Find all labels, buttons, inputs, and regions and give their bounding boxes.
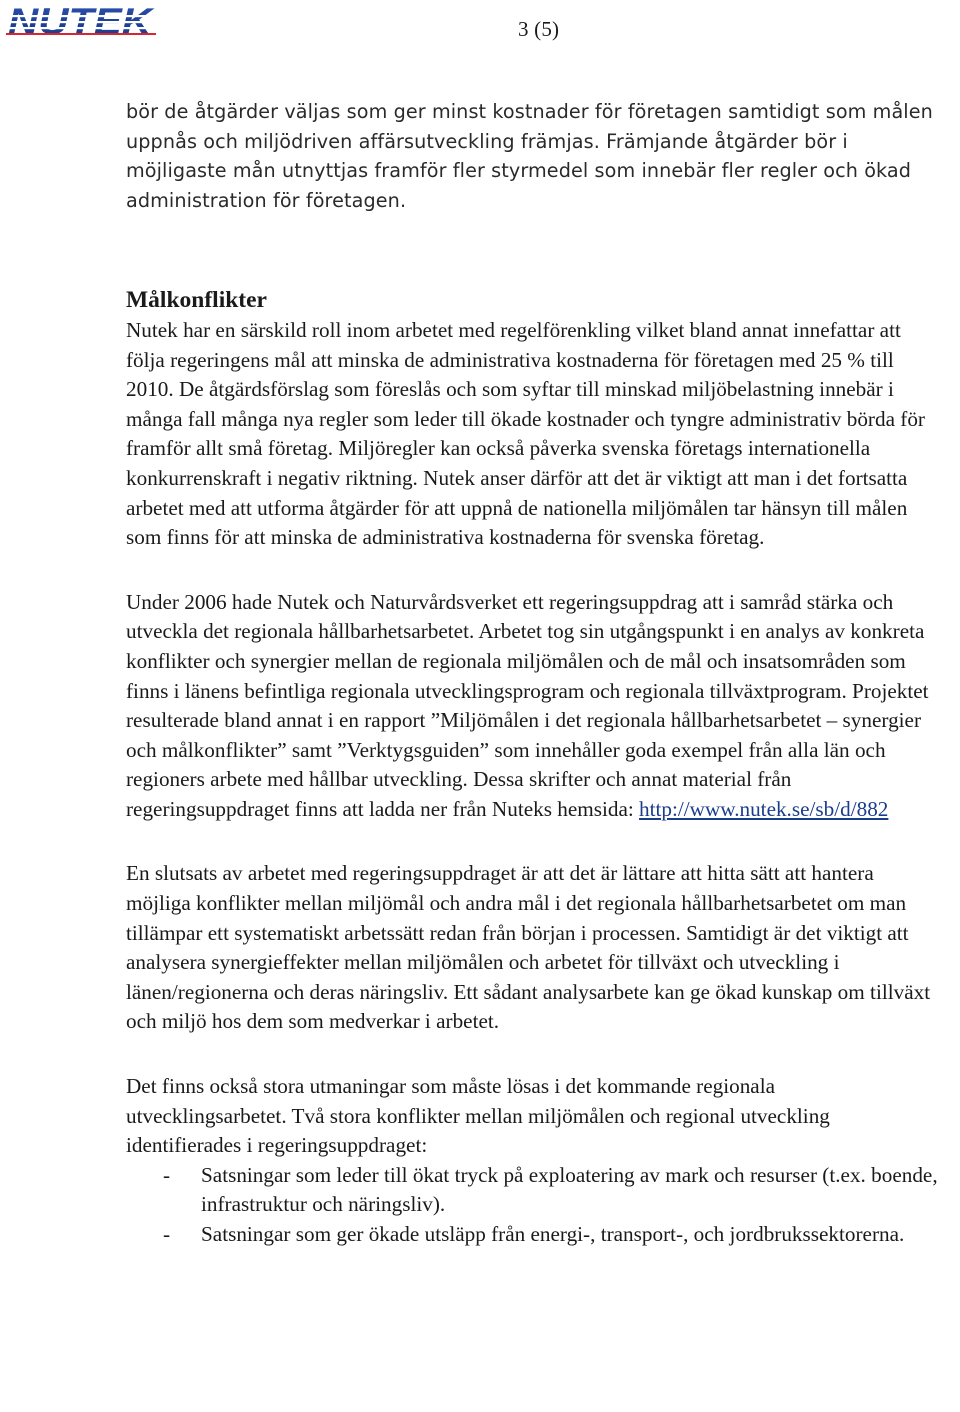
logo-stripe xyxy=(6,15,156,17)
paragraph-slutsats: En slutsats av arbetet med regeringsuppdraget är att det är lättare att hitta sätt att hantera möjliga konflikter mellan miljömål och andra mål i det regionala hållbarhetsarbetet om man tillämpar ett systematiskt arbetssätt redan från början i processen. Samtidigt är det viktigt att analysera synergieffekter mellan miljömålen och arbetet för tillväxt och utveckling i länen/regionerna och deras näringsliv. Ett sådant analysarbete kan ge ökad kunskap om tillväxt och miljö hos dem som medverkar i arbetet. xyxy=(126,861,931,1034)
nutek-logo xyxy=(6,3,156,39)
document-body xyxy=(126,97,938,1250)
logo-stripe xyxy=(6,27,156,29)
page-number: 3 (5) xyxy=(518,17,560,41)
nutek-website-link[interactable]: http://www.nutek.se/sb/d/882 xyxy=(639,796,889,821)
paragraph-utmaningar: Det finns också stora utmaningar som måste lösas i det kommande regionala utvecklingsarbetet. Två stora konflikter mellan miljömålen och regional utveckling identifierades i regeringsuppdraget: xyxy=(126,1074,830,1158)
list-item xyxy=(126,1161,938,1220)
list-dash: - xyxy=(163,1162,171,1187)
intro-paragraph: bör de åtgärder väljas som ger minst kostnader för företagen samtidigt som målen uppnås och miljödriven affärsutveckling främjas. Främjande åtgärder bör i möjligaste mån utnyttjas framför fler styrmedel som innebär fler regler och ökad administration för företagen. xyxy=(126,100,933,212)
list-item xyxy=(126,1220,938,1250)
conflicts-list xyxy=(126,1161,938,1250)
list-dash: - xyxy=(163,1222,171,1246)
logo-red-stripe xyxy=(6,33,156,35)
paragraph-regelforenkling: Nutek har en särskild roll inom arbetet med regelförenkling vilket bland annat innefattar att följa regeringens mål att minska de administrativa kostnaderna för företagen med 25 % till 2010. De åtgärdsförslag som föreslås och som syftar till minskad miljöbelastning innebär i många fall många nya regler som leder till ökade kostnader och tyngre administrativ börda för framför allt små företag. Miljöregler kan också påverka svenska företags internationella konkurrenskraft i negativ riktning. Nutek anser därför att det är viktigt att man i det fortsatta arbetet med att utforma åtgärder för att uppnå de nationella miljömålen tar hänsyn till målen som finns för att minska de administrativa kostnaderna för svenska företag. xyxy=(126,317,925,550)
list-item-text: Satsningar som leder till ökat tryck på exploatering av mark och resurser (t.ex. boende, infrastruktur och näringsliv). xyxy=(201,1162,938,1217)
logo-stripe xyxy=(6,21,156,23)
list-item-text: Satsningar som ger ökade utsläpp från energi-, transport-, och jordbrukssektorerna. xyxy=(201,1222,905,1246)
section-heading: Målkonflikter xyxy=(126,287,267,314)
paragraph-regeringsuppdrag-text: Under 2006 hade Nutek och Naturvårdsverket ett regeringsuppdrag att i samråd stärka och utveckla det regionala hållbarhetsarbetet. Arbetet tog sin utgångspunkt i en analys av konkreta konflikter och synergier mellan de regionala miljömålen och de mål och insatsområden som finns i länens befintliga regionala utvecklingsprogram och regionala tillväxtprogram. Projektet resulterade bland annat i en rapport ”Miljömålen i det regionala hållbarhetsarbetet – synergier och målkonflikter” samt ”Verktygsguiden” som innehåller goda exempel från alla län och regioners arbete med hållbar utveckling. Dessa skrifter och annat material från regeringsuppdraget finns att ladda ner från Nuteks hemsida: xyxy=(126,589,929,821)
paragraph-regeringsuppdrag xyxy=(126,588,938,825)
